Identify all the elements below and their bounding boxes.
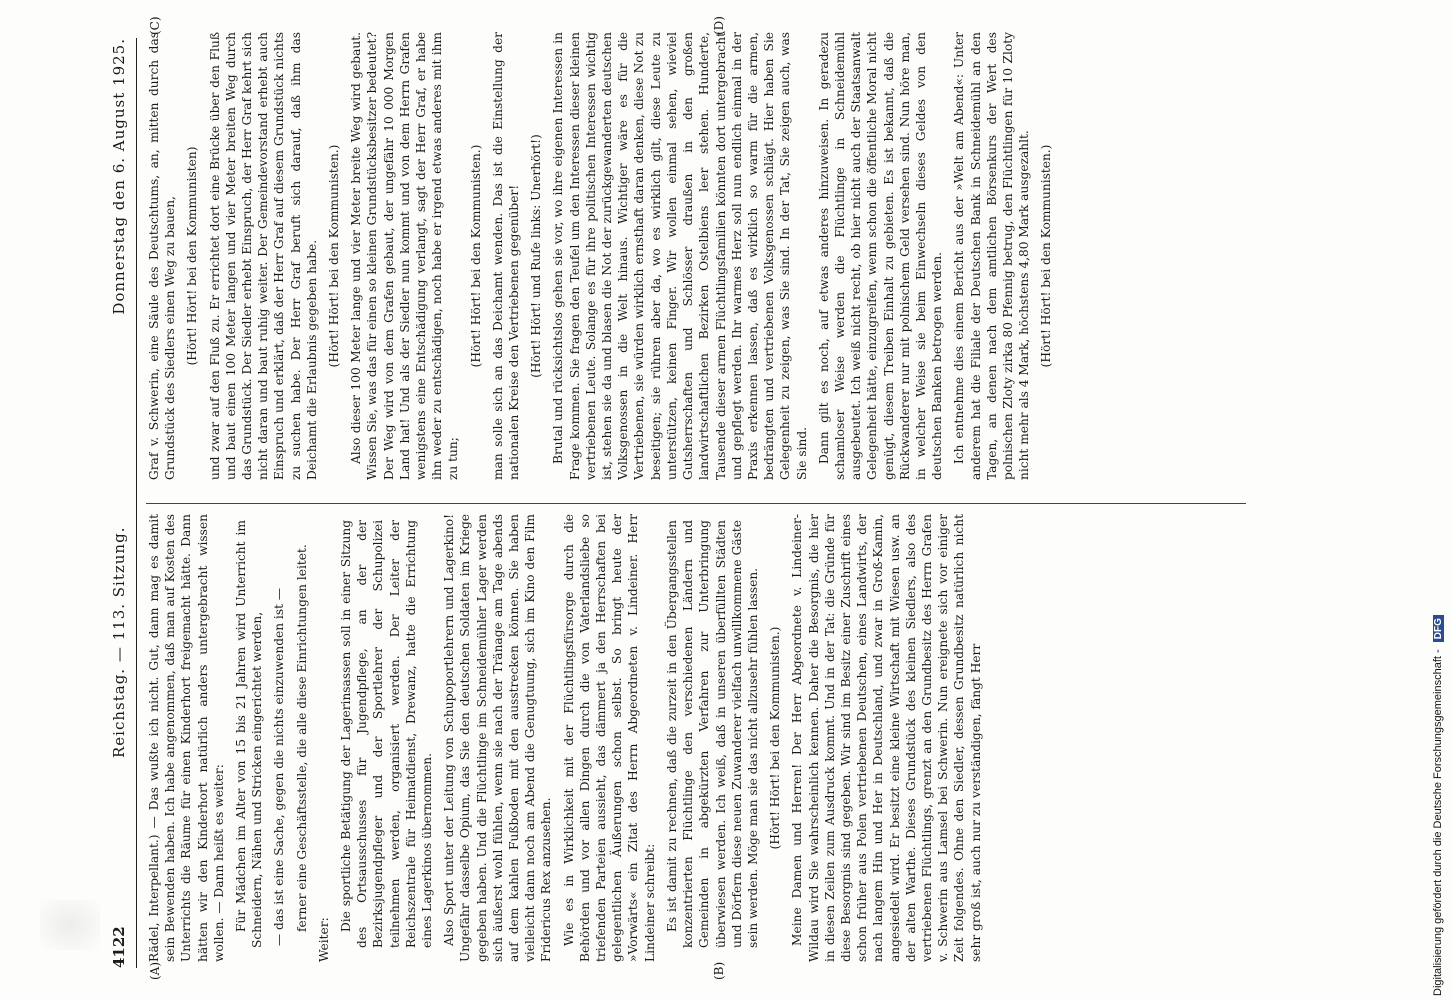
paragraph: Meine Damen und Herren! Der Herr Abgeordnete v. Lindeiner-Wildau wird Sie wahrscheinlich kennen. Daher die Besorgnis, die hier in diesen Zeilen zum Ausdruck kommt. Und in der Tat: die Gründe für diese Besorgnis sind gegeben. Wir sind im Besitz einer Zuschrift eines schon früher aus Polen vertriebenen Deutschen, eines Landwirts, der nach langem Hin und Her in Deutschland, und zwar in Groß-Kamin, angesiedelt wird. Er besitzt eine kleine Wirtschaft mit Wiesen usw. an der alten Warthe. Dieses Grundstück des kleinen Siedlers, also des vertriebenen Flüchtlings, grenzt an den Grundbesitz des Herrn Grafen v. Schwerin aus Lamsel bei Schwerin. Nun ereignete sich vor einiger Zeit folgendes. Ohne den Siedler, dessen Grundbesitz natürlich nicht sehr groß ist, auch nur zu verständigen, fängt Herr [790, 514, 983, 962]
column-divider [146, 503, 1246, 504]
credit-text: Digitalisierung gefördert durch die Deutsche Forschungsgemeinschaft - [1432, 649, 1444, 996]
right-column [146, 32, 1061, 480]
page-header [106, 38, 136, 968]
paragraph: Dann gilt es noch, auf etwas anderes hinzuweisen. In geradezu schamloser Weise werden die Flüchtlinge in Schneidemühl ausgebeutet. Ich weiß nicht recht, ob hier nicht auch der Staatsanwalt Gelegenheit hätte, einzugreifen, wenn schon die öffentliche Moral nicht genügt, diesem Treiben Einhalt zu gebieten. Es ist bekannt, daß die Rückwanderer nur mit polnischem Geld versehen sind. Nun höre man, in welcher Weise sie beim Einwechseln dieses Geldes von den deutschen Banken betrogen werden. [816, 32, 945, 480]
quote: Es ist damit zu rechnen, daß die zurzeit in den Übergangsstellen konzentrierten Flüchtlinge den verschiedenen Ländern und Gemeinden in abgekürzten Verfahren zur Unterbringung überwiesen werden. Ich weiß, daß in unseren überfüllten Städten und Dörfern diese neuen Zuwanderer vielfach unwillkommene Gäste sein werden. Möge man sie das nicht allzusehr fühlen lassen. [664, 520, 760, 948]
paragraph: man solle sich an das Deichamt wenden. Das ist die Einstellung der nationalen Kreise den Vertriebenen gegenüber! [490, 32, 522, 480]
paragraph: Rädel, Interpellant.) — Das wußte ich nicht. Gut, dann mag es damit sein Bewenden haben. Ich habe angenommen, daß man auf Kosten des Unterrichts die Räume für einen Kinderhort freigemacht hätte. Dann hätten wir den Kinderhort natürlich anders untergebracht wissen wollen. — Dann heißt es weiter: [147, 514, 226, 962]
scan-smudge [40, 900, 100, 950]
interjection: (Hört! Hört! bei den Kommunisten.) [1039, 144, 1054, 368]
margin-marker-b: (B) [712, 961, 726, 980]
quote: ferner eine Geschäftsstelle, die alle diese Einrichtungen leitet. [294, 544, 309, 932]
interjection: (Hört! Hört! bei den Kommunisten) [185, 146, 200, 366]
quote: Für Mädchen im Alter von 15 bis 21 Jahren wird Unterricht im Schneidern, Nähen und Stricken eingerichtet werden, [234, 520, 265, 948]
session-date: Donnerstag den 6. August 1925. [110, 38, 128, 315]
margin-marker-a: (A) [148, 961, 162, 980]
session-title: Reichstag. — 113. Sitzung. [110, 526, 128, 758]
margin-marker-d: (D) [712, 16, 726, 35]
paragraph: Ich entnehme dies einem Bericht aus der »Welt am Abend«: Unter anderem hat die Filiale der Deutschen Bank in Schneidemühl an den Tagen, an denen nach dem amtlichen Börsenkurs der Wert des polnischen Zloty zirka 80 Pfennig betrug, den Flüchtlingen für 10 Zloty nicht mehr als 4 Mark, höchstens 4,80 Mark ausgezahlt. [952, 32, 1032, 480]
interjection: (Hört! Hört! bei den Kommunisten.) [327, 144, 342, 368]
rotated-page-content [92, 16, 1302, 980]
page-number: 4122 [110, 926, 128, 968]
paragraph: Also Sport unter der Leitung von Schupoportlehrern und Lagerkino! Ungefähr dasselbe Opium, das Sie den deutschen Soldaten im Kriege gegeben haben. Und die Flüchtlinge im Schneidemühler Lager werden sich äußerst wohl fühlen, wenn sie nach der Tränage am Tage abends auf dem kahlen Fußboden mit den ausstrecken können. Sie haben vielleicht dann noch am Abend die Genugtuung, sich im Kino den Film Fridericus Rex anzusehen. [442, 514, 554, 962]
margin-marker-c: (C) [148, 16, 162, 35]
left-column [146, 514, 990, 962]
paragraph: Also dieser 100 Meter lange und vier Meter breite Weg wird gebaut. Wissen Sie, was das für einen so kleinen Grundstücksbesitzer bedeutet? Der Weg wird von dem Grafen gebaut, der ungefähr 10 000 Morgen Land hat! Und als der Siedler nun kommt und von dem Herrn Grafen wenigstens eine Entschädigung verlangt, sagt der Herr Graf, er habe ihn weder zu entschädigen, noch habe er irgend etwas anderes mit ihm zu tun; [349, 32, 461, 480]
paragraph: Graf v. Schwerin, eine Säule des Deutschtums, an, mitten durch das Grundstück des Siedlers einen Weg zu bauen, [147, 32, 178, 480]
paragraph: Weiter: [316, 917, 331, 962]
interjection: (Hört! Hört! bei den Kommunisten.) [768, 626, 783, 850]
scanned-page [92, 16, 1302, 980]
paragraph: — das ist eine Sache, gegen die nichts einzuwenden ist — [272, 587, 287, 946]
quote: Die sportliche Betätigung der Lagerinsassen soll in einer Sitzung des Ortsausschusses für Jugendpflege, an der der Bezirksjugendpfleger und der Sportlehrer der Schupolizei teilnehmen werden, organisiert werden. Der Leiter der Reichszentrale für Heimatdienst, Drewanz, hatte die Errichtung eines Lagerkinos übernommen. [339, 520, 435, 948]
paragraph: und zwar auf den Fluß zu. Er errichtet dort eine Brücke über den Fluß und baut einen 100 Meter langen und vier Meter breiten Weg durch das Grundstück. Der Siedler erhebt Einspruch, der Herr Graf kehrt sich nicht daran und baut ruhig weiter. Der Gemeindevorstand erhebt auch Einspruch und erklärt, daß der Herr Graf auf diesem Grundstück nichts zu suchen habe. Der Herr Graf beruft sich darauf, daß ihm das Deichamt die Erlaubnis gegeben habe. [207, 32, 319, 480]
interjection: (Hört! Hört! und Rufe links: Unerhört!) [529, 134, 544, 378]
interjection: (Hört! Hört! bei den Kommunisten.) [468, 144, 483, 368]
dfg-logo: DFG [1433, 615, 1444, 642]
digitization-credit [1412, 6, 1444, 996]
paragraph: Wie es in Wirklichkeit mit der Flüchtlingsfürsorge durch die Behörden und vor allen Dingen durch die von Vaterlandsliebe so triefenden Parteien aussieht, das dämmert ja den Herrschaften bei gelegentlichen Äußerungen schon selbst. So bringt heute der »Vorwärts« ein Zitat des Herrn Abgeordneten v. Lindeiner. Herr Lindeiner schreibt: [561, 514, 657, 962]
paragraph: Brutal und rücksichtslos gehen sie vor, wo ihre eigenen Interessen in Frage kommen. Sie fragen den Teufel um den Interessen dieser kleinen vertriebenen Leute. Solange es für ihre politischen Interessen wichtig ist, stehen sie da und blasen die Not der zurückgewanderten deutschen Volksgenossen in die Welt hinaus. Wichtiger wäre es für die Vertriebenen, sie würden wirklich ernsthaft daran denken, diese Not zu beseitigen; sie rühren aber da, wo es wirklich gilt, diese Leute zu unterstützen, keinen Finger. Wir wollen einmal sehen, wieviel Gutsherrschaften und Schlösser draußen in den großen landwirtschaftlichen Bezirken Ostelbiens leer stehen. Hunderte, Tausende dieser armen Flüchtlingsfamilien könnten dort untergebracht und gepflegt werden. Ihr warmes Herz soll nun endlich einmal in der Praxis erkennen lassen, daß es wirklich so warm für die armen, bedrängten und vertriebenen Volksgenossen schlägt. Hier haben Sie Gelegenheit zu zeigen, was Sie sind. In der Tat, Sie zeigen auch, was Sie sind. [551, 32, 809, 480]
header-rule [136, 38, 137, 968]
